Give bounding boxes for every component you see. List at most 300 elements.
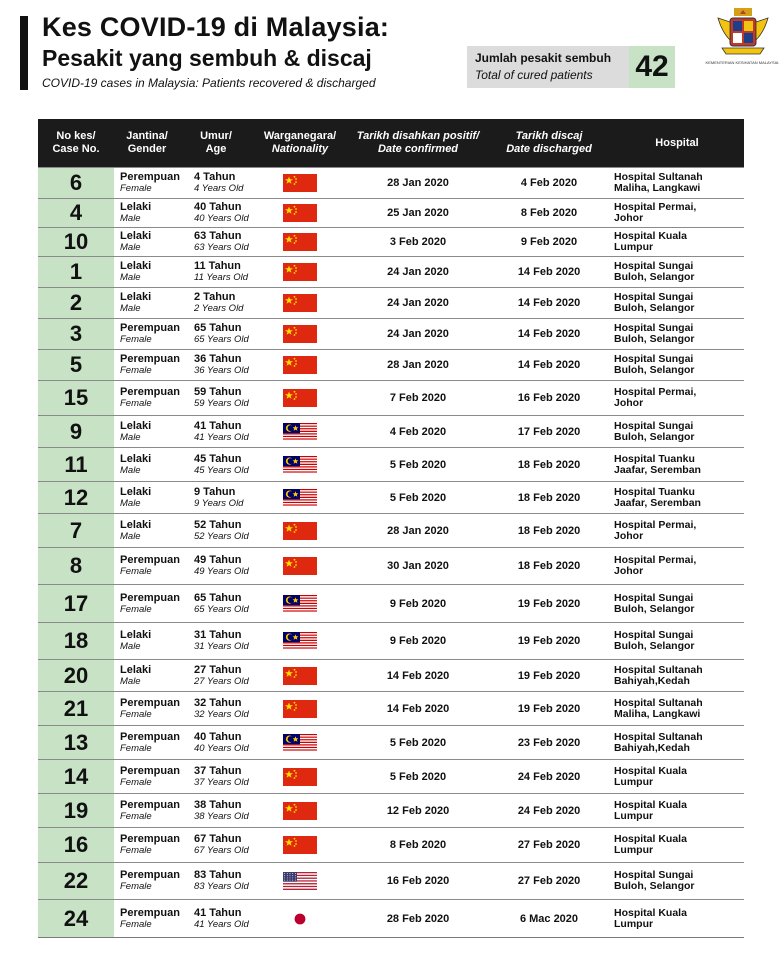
case-number: 15: [38, 381, 114, 415]
hospital-line2: Lumpur: [614, 917, 654, 930]
case-number: 3: [38, 319, 114, 349]
gender-ms: Lelaki: [120, 629, 152, 641]
china-flag-icon: [283, 557, 317, 575]
age-cell: [180, 514, 252, 547]
china-flag-icon: [283, 389, 317, 407]
hospital-line2: Maliha, Langkawi: [614, 182, 701, 194]
gender-ms: Perempuan: [120, 696, 180, 709]
age-cell: [180, 448, 252, 481]
page-title: Kes COVID-19 di Malaysia:: [42, 12, 390, 42]
case-number: 16: [38, 828, 114, 862]
nationality-cell: [252, 863, 348, 899]
date-discharged: 18 Feb 2020: [517, 524, 581, 537]
hospital-line1: Hospital Sultanah: [614, 663, 703, 676]
date-confirmed: 5 Feb 2020: [389, 458, 447, 471]
china-flag-icon: [283, 768, 317, 786]
case-number: 13: [38, 726, 114, 759]
table-row: [38, 227, 744, 256]
gender-en: Female: [120, 398, 152, 409]
crest-caption: KEMENTERIAN KESIHATAN MALAYSIA: [705, 60, 779, 65]
nationality-cell: [252, 381, 348, 415]
date-confirmed: 8 Feb 2020: [389, 839, 447, 851]
nationality-cell: [252, 257, 348, 287]
china-flag-icon: [283, 174, 317, 192]
age-ms: 40 Tahun: [194, 730, 242, 743]
hospital-line2: Lumpur: [614, 844, 654, 856]
hospital-cell: [610, 381, 744, 415]
hospital-line2: Bahiyah,Kedah: [614, 741, 690, 754]
case-number: 21: [38, 692, 114, 725]
age-cell: [180, 863, 252, 899]
hospital-cell: [610, 692, 744, 725]
date-discharged: 14 Feb 2020: [517, 297, 581, 309]
gender-cell: [114, 660, 180, 691]
china-flag-icon: [283, 522, 317, 540]
age-cell: [180, 760, 252, 793]
age-cell: [180, 660, 252, 691]
gender-en: Female: [120, 918, 152, 930]
col-gender-en: Gender: [127, 143, 167, 155]
age-ms: 37 Tahun: [194, 764, 242, 777]
hospital-line2: Buloh, Selangor: [614, 271, 695, 283]
gender-cell: [114, 350, 180, 380]
title-accent-bar: [20, 16, 28, 90]
hospital-line2: Johor: [614, 397, 644, 409]
age-cell: [180, 828, 252, 862]
date-confirmed: 3 Feb 2020: [389, 236, 447, 248]
gender-en: Male: [120, 641, 141, 652]
cured-label-ms: Jumlah pesakit sembuh: [475, 51, 612, 65]
hospital-line2: Buloh, Selangor: [614, 640, 695, 652]
date-discharged: 14 Feb 2020: [517, 328, 581, 340]
china-flag-icon: [283, 700, 317, 718]
gender-en: Male: [120, 303, 141, 314]
age-en: 38 Years Old: [194, 810, 249, 822]
gender-cell: [114, 828, 180, 862]
table-row: [38, 349, 744, 380]
age-ms: 31 Tahun: [194, 629, 242, 641]
age-en: 41 Years Old: [194, 918, 249, 930]
age-cell: [180, 199, 252, 227]
gender-ms: Perempuan: [120, 171, 180, 183]
page-title-line2: Pesakit yang sembuh & discaj: [42, 45, 372, 71]
hospital-line1: Hospital Kuala: [614, 230, 687, 242]
age-en: 59 Years Old: [194, 398, 249, 409]
gender-en: Male: [120, 431, 141, 443]
table-row: [38, 827, 744, 862]
hospital-line2: Buloh, Selangor: [614, 302, 695, 314]
hospital-cell: [610, 548, 744, 584]
case-number: 5: [38, 350, 114, 380]
gender-en: Male: [120, 675, 141, 687]
date-confirmed: 9 Feb 2020: [389, 597, 447, 610]
age-en: 4 Years Old: [194, 183, 244, 194]
gender-en: Male: [120, 272, 141, 283]
age-ms: 9 Tahun: [194, 485, 236, 498]
gender-cell: [114, 692, 180, 725]
date-confirmed: 28 Jan 2020: [387, 177, 449, 189]
age-cell: [180, 482, 252, 513]
gender-en: Female: [120, 566, 152, 577]
age-cell: [180, 319, 252, 349]
gender-en: Male: [120, 464, 141, 476]
hospital-line2: Johor: [614, 212, 644, 224]
gender-cell: [114, 514, 180, 547]
date-discharged: 23 Feb 2020: [517, 736, 581, 749]
hospital-cell: [610, 585, 744, 622]
hospital-line1: Hospital Permai,: [614, 554, 697, 566]
case-number: 8: [38, 548, 114, 584]
col-hospital: [610, 119, 744, 167]
gender-cell: [114, 760, 180, 793]
nationality-cell: [252, 585, 348, 622]
hospital-line2: Johor: [614, 529, 644, 542]
hospital-line1: Hospital Kuala: [614, 764, 687, 777]
nationality-cell: [252, 828, 348, 862]
china-flag-icon: [283, 802, 317, 820]
hospital-line1: Hospital Sungai: [614, 260, 694, 272]
col-nat-en: Nationality: [271, 143, 329, 155]
table-header: [38, 119, 744, 167]
hospital-line2: Buloh, Selangor: [614, 364, 695, 376]
age-en: 2 Years Old: [194, 303, 244, 314]
hospital-cell: [610, 416, 744, 447]
age-en: 31 Years Old: [194, 641, 249, 652]
date-confirmed: 12 Feb 2020: [386, 804, 450, 817]
date-discharged: 8 Feb 2020: [520, 207, 578, 219]
gender-en: Female: [120, 810, 152, 822]
age-ms: 41 Tahun: [194, 906, 242, 919]
gender-ms: Lelaki: [120, 201, 152, 213]
age-ms: 32 Tahun: [194, 696, 242, 709]
date-discharged: 6 Mac 2020: [519, 912, 579, 925]
hospital-cell: [610, 794, 744, 827]
age-ms: 49 Tahun: [194, 554, 242, 566]
date-confirmed: 28 Feb 2020: [386, 912, 450, 925]
date-discharged: 27 Feb 2020: [517, 839, 581, 851]
col-discharged-ms: Tarikh discaj: [515, 130, 583, 142]
age-cell: [180, 416, 252, 447]
china-flag-icon: [283, 325, 317, 343]
nationality-cell: [252, 660, 348, 691]
date-confirmed: 28 Jan 2020: [387, 359, 449, 371]
table-row: [38, 167, 744, 198]
age-en: 27 Years Old: [194, 675, 249, 687]
age-cell: [180, 257, 252, 287]
date-confirmed: 25 Jan 2020: [387, 207, 449, 219]
hospital-line2: Buloh, Selangor: [614, 880, 695, 892]
table-row: [38, 622, 744, 659]
nationality-cell: [252, 448, 348, 481]
hospital-line1: Hospital Permai,: [614, 201, 697, 213]
hospital-line1: Hospital Sungai: [614, 591, 694, 604]
hospital-line2: Lumpur: [614, 241, 654, 253]
date-confirmed: 24 Jan 2020: [387, 328, 449, 340]
gender-en: Female: [120, 183, 152, 194]
gender-ms: Perempuan: [120, 833, 180, 845]
date-discharged: 16 Feb 2020: [517, 392, 581, 404]
date-confirmed: 24 Jan 2020: [387, 297, 449, 309]
hospital-cell: [610, 726, 744, 759]
hospital-line1: Hospital Tuanku: [614, 452, 695, 465]
age-en: 65 Years Old: [194, 603, 249, 615]
hospital-line2: Jaafar, Seremban: [614, 463, 701, 476]
gender-ms: Lelaki: [120, 419, 152, 432]
age-cell: [180, 623, 252, 659]
gender-en: Female: [120, 845, 152, 856]
date-confirmed: 5 Feb 2020: [389, 491, 447, 504]
case-number: 22: [38, 863, 114, 899]
age-cell: [180, 350, 252, 380]
date-confirmed: 30 Jan 2020: [387, 560, 449, 572]
age-ms: 27 Tahun: [194, 663, 242, 676]
malaysia-flag-icon: [283, 423, 317, 441]
date-discharged: 24 Feb 2020: [517, 770, 581, 783]
date-confirmed: 14 Feb 2020: [386, 669, 450, 682]
hospital-line1: Hospital Sungai: [614, 291, 694, 303]
gender-ms: Lelaki: [120, 291, 152, 303]
col-nat-ms: Warganegara/: [263, 130, 337, 142]
gender-cell: [114, 623, 180, 659]
col-age-ms: Umur/: [200, 130, 232, 142]
gender-cell: [114, 416, 180, 447]
gender-cell: [114, 794, 180, 827]
col-case: [38, 119, 114, 167]
table-row: [38, 725, 744, 759]
nationality-cell: [252, 692, 348, 725]
cured-total-box: [467, 46, 675, 88]
nationality-cell: [252, 228, 348, 256]
case-number: 19: [38, 794, 114, 827]
nationality-cell: [252, 319, 348, 349]
date-discharged: 19 Feb 2020: [517, 702, 581, 715]
hospital-line2: Lumpur: [614, 775, 654, 788]
age-en: 67 Years Old: [194, 845, 249, 856]
gender-cell: [114, 257, 180, 287]
age-cell: [180, 228, 252, 256]
gender-ms: Perempuan: [120, 322, 180, 334]
china-flag-icon: [283, 667, 317, 685]
hospital-cell: [610, 514, 744, 547]
age-cell: [180, 168, 252, 198]
nationality-cell: [252, 288, 348, 318]
age-cell: [180, 381, 252, 415]
col-gender: [114, 119, 180, 167]
date-discharged: 17 Feb 2020: [517, 425, 581, 438]
date-discharged: 24 Feb 2020: [517, 804, 581, 817]
case-number: 4: [38, 199, 114, 227]
hospital-cell: [610, 900, 744, 937]
gender-cell: [114, 585, 180, 622]
nationality-cell: [252, 623, 348, 659]
age-ms: 83 Tahun: [194, 869, 242, 881]
gender-ms: Perempuan: [120, 906, 180, 919]
date-confirmed: 28 Jan 2020: [387, 524, 449, 537]
age-cell: [180, 692, 252, 725]
gender-cell: [114, 199, 180, 227]
nationality-cell: [252, 168, 348, 198]
age-ms: 36 Tahun: [194, 353, 242, 365]
gender-ms: Perempuan: [120, 730, 180, 743]
date-confirmed: 9 Feb 2020: [389, 635, 447, 647]
gender-ms: Perempuan: [120, 353, 180, 365]
age-cell: [180, 288, 252, 318]
age-en: 65 Years Old: [194, 334, 249, 345]
gender-ms: Perempuan: [120, 764, 180, 777]
case-number: 24: [38, 900, 114, 937]
page-subtitle: COVID-19 cases in Malaysia: Patients recovered & discharged: [42, 76, 376, 90]
usa-flag-icon: [283, 872, 317, 890]
hospital-line1: Hospital Kuala: [614, 833, 687, 845]
china-flag-icon: [283, 233, 317, 251]
china-flag-icon: [283, 263, 317, 281]
col-gender-ms: Jantina/: [126, 130, 168, 142]
age-ms: 4 Tahun: [194, 171, 236, 183]
hospital-line2: Buloh, Selangor: [614, 602, 695, 615]
case-number: 14: [38, 760, 114, 793]
table-row: [38, 481, 744, 513]
nationality-cell: [252, 514, 348, 547]
age-ms: 67 Tahun: [194, 833, 242, 845]
hospital-line1: Hospital Permai,: [614, 386, 697, 398]
date-confirmed: 24 Jan 2020: [387, 266, 449, 278]
hospital-line2: Lumpur: [614, 809, 654, 822]
china-flag-icon: [283, 836, 317, 854]
age-ms: 41 Tahun: [194, 419, 242, 432]
gender-cell: [114, 863, 180, 899]
table-body: [38, 167, 744, 937]
date-discharged: 18 Feb 2020: [517, 491, 581, 504]
cured-count: 42: [629, 46, 675, 88]
case-number: 11: [38, 448, 114, 481]
hospital-cell: [610, 448, 744, 481]
gender-ms: Lelaki: [120, 230, 152, 242]
date-discharged: 19 Feb 2020: [517, 669, 581, 682]
japan-flag-icon: [283, 910, 317, 928]
hospital-line2: Buloh, Selangor: [614, 333, 695, 345]
hospital-cell: [610, 760, 744, 793]
age-en: 63 Years Old: [194, 242, 249, 253]
gender-cell: [114, 288, 180, 318]
date-discharged: 18 Feb 2020: [517, 560, 581, 572]
malaysia-flag-icon: [283, 734, 317, 752]
gender-en: Male: [120, 497, 141, 509]
gender-cell: [114, 168, 180, 198]
nationality-cell: [252, 416, 348, 447]
gender-ms: Perempuan: [120, 386, 180, 398]
table-row: [38, 584, 744, 622]
age-en: 32 Years Old: [194, 708, 249, 720]
table-row: [38, 547, 744, 584]
table-row: [38, 793, 744, 827]
table-row: [38, 447, 744, 481]
age-en: 40 Years Old: [194, 213, 249, 224]
hospital-cell: [610, 257, 744, 287]
gender-cell: [114, 900, 180, 937]
gender-en: Female: [120, 881, 152, 892]
nationality-cell: [252, 900, 348, 937]
malaysia-flag-icon: [283, 632, 317, 650]
case-number: 9: [38, 416, 114, 447]
col-age: [180, 119, 252, 167]
gender-ms: Perempuan: [120, 591, 180, 604]
age-ms: 63 Tahun: [194, 230, 242, 242]
date-discharged: 19 Feb 2020: [517, 597, 581, 610]
china-flag-icon: [283, 356, 317, 374]
col-discharged-en: Date discharged: [506, 143, 592, 155]
gender-cell: [114, 726, 180, 759]
nationality-cell: [252, 794, 348, 827]
hospital-line2: Bahiyah,Kedah: [614, 674, 690, 687]
hospital-line2: Buloh, Selangor: [614, 430, 695, 443]
age-en: 11 Years Old: [194, 272, 249, 283]
gender-en: Female: [120, 334, 152, 345]
china-flag-icon: [283, 204, 317, 222]
hospital-line1: Hospital Sultanah: [614, 171, 703, 183]
gender-ms: Lelaki: [120, 518, 152, 531]
age-ms: 38 Tahun: [194, 798, 242, 811]
col-confirmed-ms: Tarikh disahkan positif/: [356, 130, 480, 142]
date-confirmed: 5 Feb 2020: [389, 770, 447, 783]
age-ms: 11 Tahun: [194, 260, 241, 272]
age-en: 45 Years Old: [194, 464, 249, 476]
gender-cell: [114, 548, 180, 584]
malaysia-flag-icon: [283, 595, 317, 613]
age-ms: 52 Tahun: [194, 518, 242, 531]
col-nationality: [252, 119, 348, 167]
table-row: [38, 862, 744, 899]
gender-cell: [114, 448, 180, 481]
gender-ms: Perempuan: [120, 554, 180, 566]
hospital-line1: Hospital Tuanku: [614, 485, 695, 498]
age-cell: [180, 585, 252, 622]
age-en: 41 Years Old: [194, 431, 249, 443]
age-en: 37 Years Old: [194, 776, 249, 788]
gender-en: Female: [120, 365, 152, 376]
hospital-cell: [610, 288, 744, 318]
gender-en: Female: [120, 742, 152, 754]
hospital-cell: [610, 168, 744, 198]
col-case-ms: No kes/: [56, 130, 96, 142]
malaysia-flag-icon: [283, 489, 317, 507]
hospital-line1: Hospital Sungai: [614, 629, 694, 641]
table-row: [38, 380, 744, 415]
gender-cell: [114, 482, 180, 513]
col-age-en: Age: [205, 143, 227, 155]
hospital-cell: [610, 319, 744, 349]
table-row: [38, 691, 744, 725]
col-case-en: Case No.: [52, 143, 100, 155]
table-row: [38, 415, 744, 447]
gender-ms: Perempuan: [120, 798, 180, 811]
date-discharged: 14 Feb 2020: [517, 359, 581, 371]
nationality-cell: [252, 199, 348, 227]
nationality-cell: [252, 482, 348, 513]
gender-en: Male: [120, 242, 141, 253]
hospital-cell: [610, 350, 744, 380]
malaysia-flag-icon: [283, 456, 317, 474]
gender-ms: Lelaki: [120, 452, 152, 465]
date-confirmed: 5 Feb 2020: [389, 736, 447, 749]
date-discharged: 9 Feb 2020: [520, 236, 578, 248]
case-number: 18: [38, 623, 114, 659]
age-ms: 65 Tahun: [194, 591, 242, 604]
nationality-cell: [252, 760, 348, 793]
date-confirmed: 16 Feb 2020: [386, 875, 450, 887]
hospital-line2: Johor: [614, 565, 644, 577]
gender-en: Female: [120, 776, 152, 788]
table-row: [38, 256, 744, 287]
